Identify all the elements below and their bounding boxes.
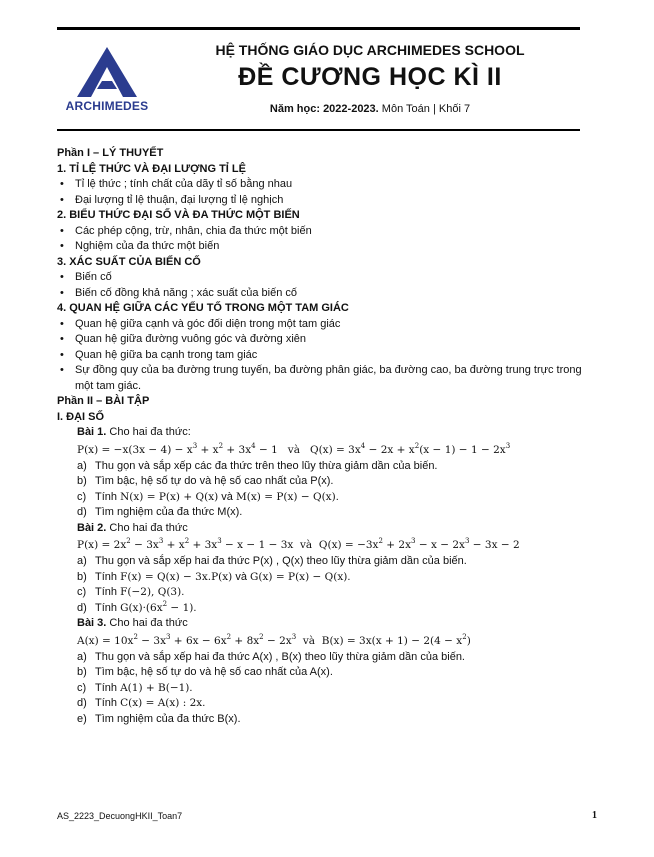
- separator: |: [432, 103, 436, 115]
- section-title: 1. TỈ LỆ THỨC VÀ ĐẠI LƯỢNG TỈ LỆ: [57, 162, 246, 175]
- exercise-3-formula: $A(x) = 10x^2 - 3x^3 + 6x - 6x^2 + 8x^2 - 2x^3$ và $B(x) = 3x(x + 1) - 2(4 - x^2)$: [77, 632, 471, 647]
- exercise-label: Bài 3.: [77, 617, 107, 629]
- question-text: Tính: [95, 601, 118, 614]
- grade: Khối 7: [438, 103, 471, 115]
- question-text: Tính: [95, 570, 118, 583]
- question-c: c) Tính F(−2), Q(3).: [77, 586, 185, 598]
- question-c: c) Tính A(1) + B(−1).: [77, 681, 193, 694]
- header-bottom-rule: [57, 129, 580, 131]
- document-title: ĐỀ CƯƠNG HỌC KÌ II: [238, 63, 502, 91]
- exercise-intro: Cho hai đa thức: [109, 521, 188, 534]
- question-text: Tính: [95, 490, 118, 503]
- question-text: Thu gọn và sắp xếp các đa thức trên theo lũy thừa giảm dần của biến.: [95, 459, 438, 472]
- question-d: d) Tính $G(x)\cdot(6x^2 - 1)$.: [77, 599, 197, 614]
- question-text: Tìm nghiệm của đa thức B(x).: [95, 712, 241, 725]
- list-item: • Quan hệ giữa cạnh và góc đối diện trong một tam giác: [57, 317, 597, 333]
- list-item: • Biến cố: [57, 270, 597, 286]
- question-d: d) Tính C(x) = A(x) : 2x.: [77, 697, 206, 709]
- question-text: Tìm bậc, hệ số tự do và hệ số cao nhất của P(x).: [95, 475, 334, 487]
- exercise-label: Bài 1.: [77, 426, 107, 438]
- subject: Môn Toán: [381, 103, 430, 115]
- section-title: 3. XÁC SUẤT CỦA BIẾN CỐ: [57, 255, 201, 268]
- question-text: Thu gọn và sắp xếp hai đa thức A(x) , B(x) theo lũy thừa giảm dần của biến.: [95, 650, 465, 663]
- list-item: • Các phép cộng, trừ, nhân, chia đa thức một biến: [57, 224, 597, 240]
- exercise-intro: Cho hai đa thức: [109, 617, 188, 629]
- exercise-1-title: [57, 425, 597, 441]
- list-item: • Biến cố đồng khả năng ; xác suất của biến cố: [57, 286, 597, 302]
- part1-title: Phần I – LÝ THUYẾT: [57, 147, 164, 159]
- list-item: • Đại lượng tỉ lệ thuận, đại lượng tỉ lệ nghịch: [57, 193, 597, 209]
- question-text: Tìm bậc, hệ số tự do và hệ số cao nhất của A(x).: [95, 666, 333, 678]
- exercise-intro: Cho hai đa thức:: [109, 426, 191, 438]
- school-year-line: [190, 103, 550, 115]
- list-item: • Sự đồng quy của ba đường trung tuyến, ba đường phân giác, ba đường cao, ba đường trung trực trong một tam giác.: [57, 363, 597, 394]
- question-text: và: [235, 570, 247, 583]
- logo-text: ARCHIMEDES: [65, 99, 149, 113]
- question-text: Tính: [95, 697, 118, 709]
- question-text: Tìm nghiệm của đa thức M(x).: [95, 506, 243, 518]
- list-item: • Tỉ lệ thức ; tính chất của dãy tỉ số bằng nhau: [57, 177, 597, 193]
- question-text: Thu gọn và sắp xếp hai đa thức P(x) , Q(x) theo lũy thừa giảm dần của biến.: [95, 555, 467, 567]
- question-d: d) Tìm nghiệm của đa thức M(x).: [77, 506, 243, 518]
- exercise-1-formula: $P(x) = -x(3x - 4) - x^3 + x^2 + 3x^4 - 1$ và $Q(x) = 3x^4 - 2x + x^2(x - 1) - 1 - 2x^3$: [77, 441, 511, 456]
- question-b: b) Tìm bậc, hệ số tự do và hệ số cao nhất của A(x).: [77, 666, 333, 678]
- question-text: Tính: [95, 586, 118, 598]
- organization-name: HỆ THỐNG GIÁO DỤC ARCHIMEDES SCHOOL: [215, 42, 525, 58]
- list-item: • Quan hệ giữa ba cạnh trong tam giác: [57, 348, 597, 364]
- question-e: e) Tìm nghiệm của đa thức B(x).: [77, 712, 241, 725]
- question-a: a) Thu gọn và sắp xếp hai đa thức P(x) , Q(x) theo lũy thừa giảm dần của biến.: [77, 555, 467, 567]
- section-title: 2. BIỂU THỨC ĐẠI SỐ VÀ ĐA THỨC MỘT BIẾN: [57, 209, 300, 221]
- question-c: c) Tính N(x) = P(x) + Q(x) và M(x) = P(x) − Q(x).: [77, 490, 339, 503]
- question-a: a) Thu gọn và sắp xếp hai đa thức A(x) , B(x) theo lũy thừa giảm dần của biến.: [77, 650, 465, 663]
- part2-title: Phần II – BÀI TẬP: [57, 395, 150, 407]
- exercise-label: Bài 2.: [77, 521, 107, 534]
- list-item: • Quan hệ giữa đường vuông góc và đường xiên: [57, 332, 597, 348]
- algebra-section-title: I. ĐẠI SỐ: [57, 410, 105, 423]
- question-b: b) Tìm bậc, hệ số tự do và hệ số cao nhất của P(x).: [77, 475, 334, 487]
- page-number: 1: [592, 810, 597, 821]
- exercise-2-title: [57, 521, 597, 537]
- question-text: Tính: [95, 681, 118, 694]
- question-b: b) Tính F(x) = Q(x) − 3x.P(x) và G(x) = P(x) − Q(x).: [77, 570, 351, 583]
- content: [57, 146, 597, 727]
- question-text: và: [221, 490, 233, 503]
- school-year: Năm học: 2022-2023.: [269, 103, 379, 115]
- section-title: 4. QUAN HỆ GIỮA CÁC YẾU TỐ TRONG MỘT TAM GIÁC: [57, 302, 349, 314]
- question-a: a) Thu gọn và sắp xếp các đa thức trên theo lũy thừa giảm dần của biến.: [77, 459, 438, 472]
- exercise-2-formula: $P(x) = 2x^2 - 3x^3 + x^2 + 3x^3 - x - 1 - 3x$ và $Q(x) = -3x^2 + 2x^3 - x - 2x^3 - 3x - 2$: [77, 537, 520, 551]
- list-item: • Nghiệm của đa thức một biến: [57, 239, 597, 255]
- header-top-rule: [57, 27, 580, 30]
- exercise-3-title: [57, 616, 597, 632]
- footer-document-code: AS_2223_DecuongHKII_Toan7: [57, 811, 183, 821]
